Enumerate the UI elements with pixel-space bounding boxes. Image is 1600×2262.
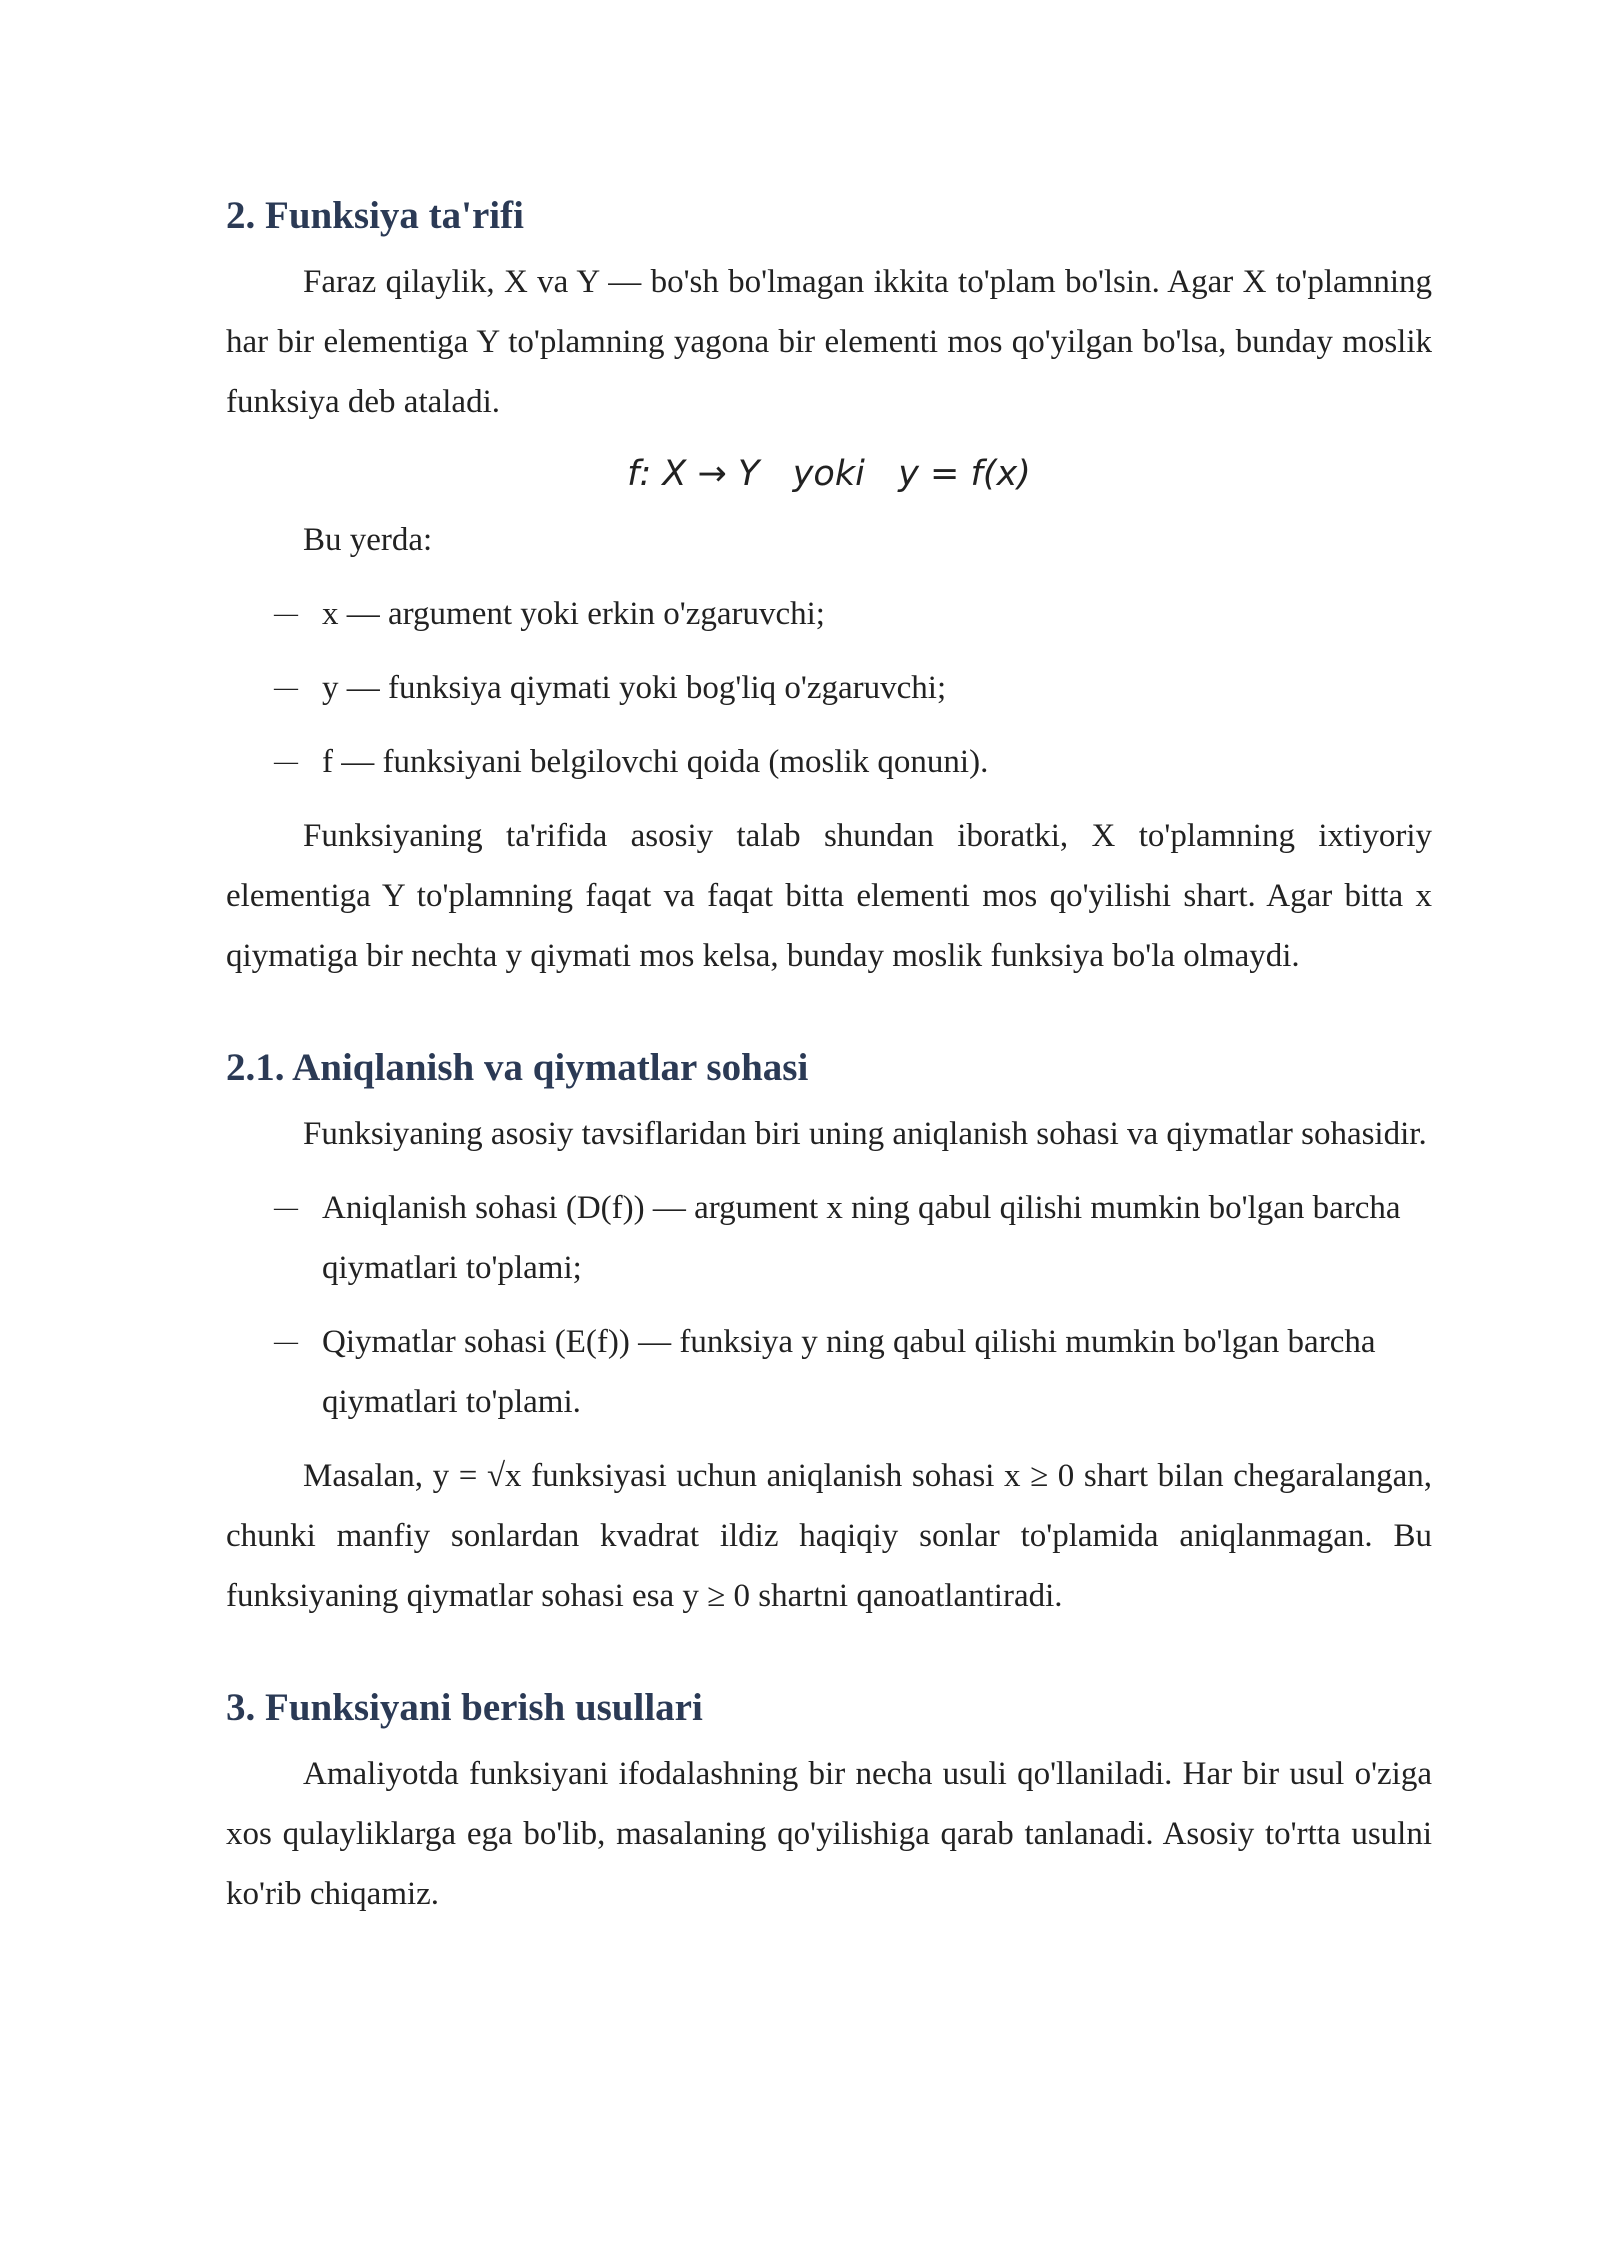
list-item bbox=[226, 584, 1432, 644]
list-item-text: y — funksiya qiymati yoki bog'liq o'zgaruvchi; bbox=[322, 670, 947, 706]
domain-list bbox=[226, 1178, 1432, 1432]
section-heading-3: 3. Funksiyani berish usullari bbox=[226, 1686, 703, 1729]
document-page bbox=[226, 180, 1432, 1924]
section-heading-2-1: 2.1. Aniqlanish va qiymatlar sohasi bbox=[226, 1046, 809, 1089]
paragraph-methods: Amaliyotda funksiyani ifodalashning bir necha usuli qo'llaniladi. Har bir usul o'ziga xos qulayliklarga ega bo'lib, masalaning qo'yilishiga qarab tanlanadi. Asosiy to'rtta usulni ko'rib chiqamiz. bbox=[226, 1756, 1432, 1912]
list-item bbox=[226, 732, 1432, 792]
list-item bbox=[226, 658, 1432, 718]
dash-bullet: — bbox=[274, 601, 298, 627]
dash-bullet: — bbox=[274, 1329, 298, 1355]
dash-bullet: — bbox=[274, 1195, 298, 1221]
paragraph-example: Masalan, y = √x funksiyasi uchun aniqlanish sohasi x ≥ 0 shart bilan chegaralangan, chunki manfiy sonlardan kvadrat ildiz haqiqiy sonlar to'plamida aniqlanmagan. Bu funksiyaning qiymatlar sohasi esa y ≥ 0 shartni qanoatlantiradi. bbox=[226, 1458, 1432, 1614]
list-item-text: Aniqlanish sohasi (D(f)) — argument x ning qabul qilishi mumkin bo'lgan barcha qiymatlari to'plami; bbox=[322, 1190, 1401, 1286]
dash-bullet: — bbox=[274, 749, 298, 775]
definition-list bbox=[226, 584, 1432, 792]
paragraph-definition: Faraz qilaylik, X va Y — bo'sh bo'lmagan ikkita to'plam bo'lsin. Agar X to'plamning har bir elementiga Y to'plamning yagona bir elementi mos qo'yilgan bo'lsa, bunday moslik funksiya deb ataladi. bbox=[226, 264, 1432, 420]
section-heading-2: 2. Funksiya ta'rifi bbox=[226, 194, 524, 237]
dash-bullet: — bbox=[274, 675, 298, 701]
paragraph-requirement: Funksiyaning ta'rifida asosiy talab shundan iboratki, X to'plamning ixtiyoriy elementiga Y to'plamning faqat va faqat bitta elementi mos qo'yilishi shart. Agar bitta x qiymatiga bir nechta y qiymati mos kelsa, bunday moslik funksiya bo'la olmaydi. bbox=[226, 818, 1432, 974]
paragraph-domain-intro: Funksiyaning asosiy tavsiflaridan biri uning aniqlanish sohasi va qiymatlar sohasidir. bbox=[303, 1116, 1427, 1152]
formula-function: f: X → Y yoki y = f(x) bbox=[627, 454, 1031, 494]
list-item bbox=[226, 1312, 1432, 1432]
list-item bbox=[226, 1178, 1432, 1298]
paragraph-lead: Bu yerda: bbox=[303, 522, 433, 558]
list-item-text: f — funksiyani belgilovchi qoida (moslik qonuni). bbox=[322, 744, 989, 780]
list-item-text: Qiymatlar sohasi (E(f)) — funksiya y ning qabul qilishi mumkin bo'lgan barcha qiymatlari to'plami. bbox=[322, 1324, 1376, 1420]
list-item-text: x — argument yoki erkin o'zgaruvchi; bbox=[322, 596, 825, 632]
